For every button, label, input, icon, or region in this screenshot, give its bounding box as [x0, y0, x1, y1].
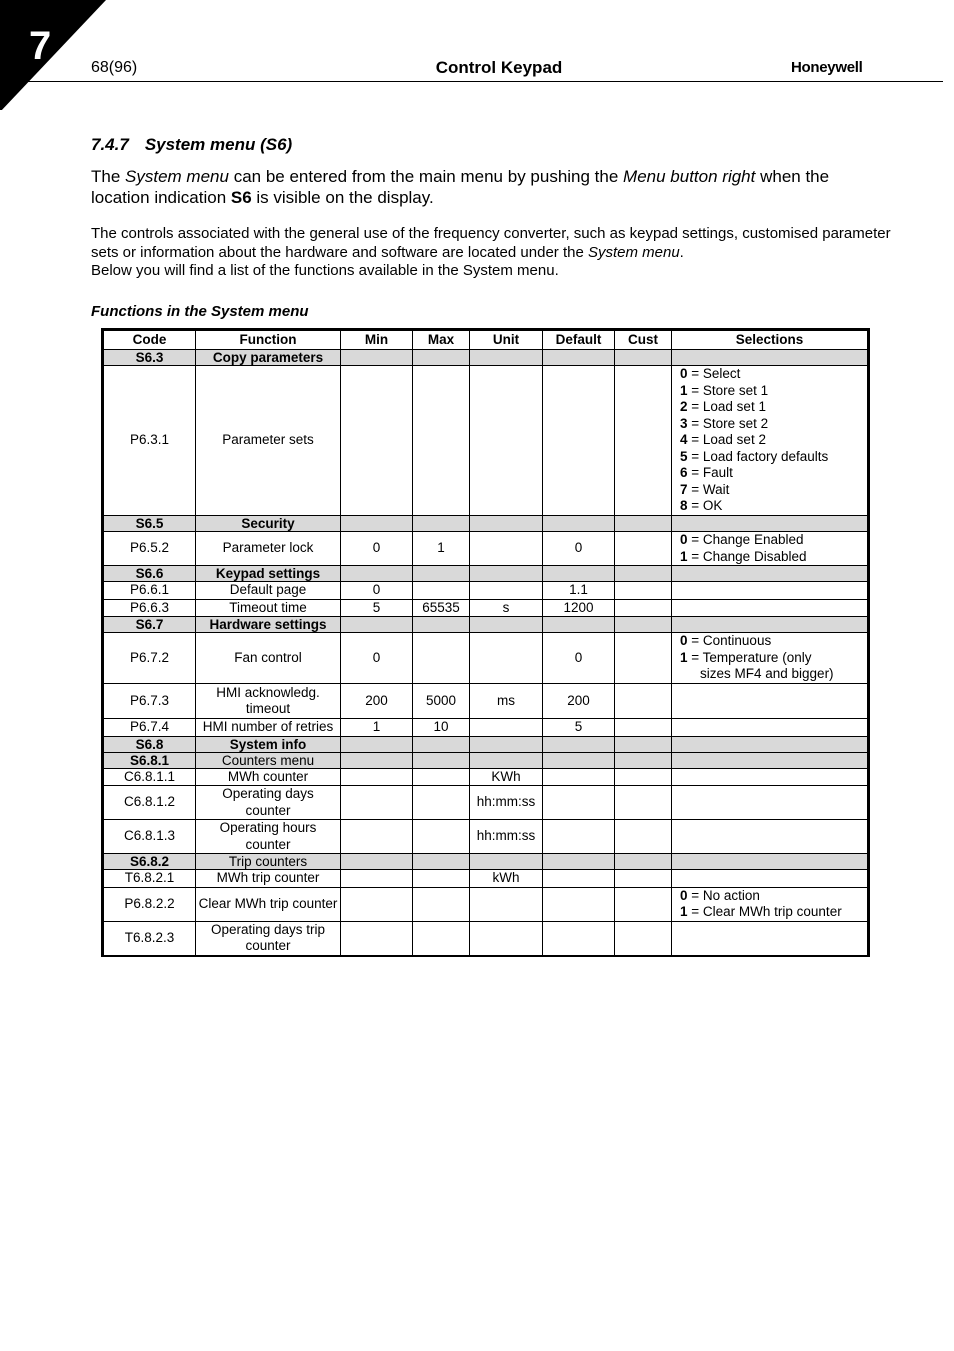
group-code: S6.8.2 — [103, 854, 196, 870]
empty-cell — [470, 736, 543, 752]
selection-key: 0 — [680, 532, 688, 547]
section-heading — [91, 135, 292, 155]
table-header-row — [103, 330, 869, 350]
function-cell: Default page — [196, 582, 341, 600]
default-cell — [543, 786, 615, 820]
selections-cell — [672, 599, 869, 617]
col-header: Max — [413, 330, 470, 350]
default-cell — [543, 921, 615, 956]
group-title: Counters menu — [196, 752, 341, 768]
col-header: Function — [196, 330, 341, 350]
table-group-row — [103, 350, 869, 366]
empty-cell — [413, 566, 470, 582]
default-cell: 0 — [543, 532, 615, 566]
cust-cell — [615, 820, 672, 854]
empty-cell — [615, 854, 672, 870]
code-cell: P6.3.1 — [103, 366, 196, 516]
selection-key: 8 — [680, 498, 688, 514]
col-header: Min — [341, 330, 413, 350]
selection-value: = Fault — [687, 465, 733, 481]
empty-cell — [615, 516, 672, 532]
empty-cell — [543, 854, 615, 870]
intro-text-bold: S6 — [230, 188, 252, 207]
function-cell: HMI acknowledg. timeout — [196, 684, 341, 719]
selection-value: = Load factory defaults — [687, 448, 829, 464]
min-cell — [341, 366, 413, 516]
code-cell: P6.6.1 — [103, 582, 196, 600]
selection-value: sizes MF4 and bigger) — [700, 666, 834, 682]
table-row — [103, 887, 869, 921]
selection-value: = No action — [687, 887, 760, 903]
default-cell: 0 — [543, 633, 615, 684]
unit-cell: ms — [470, 684, 543, 719]
cust-cell — [615, 870, 672, 888]
min-cell: 200 — [341, 684, 413, 719]
selection-option — [680, 399, 865, 416]
table-row — [103, 719, 869, 737]
min-cell — [341, 921, 413, 956]
empty-cell — [470, 854, 543, 870]
col-header: Code — [103, 330, 196, 350]
empty-cell — [413, 350, 470, 366]
cust-cell — [615, 633, 672, 684]
para-text: . — [679, 243, 684, 261]
table-row — [103, 684, 869, 719]
table-group-row — [103, 736, 869, 752]
selection-key: 2 — [680, 399, 688, 415]
min-cell: 0 — [341, 582, 413, 600]
function-cell: Timeout time — [196, 599, 341, 617]
empty-cell — [341, 350, 413, 366]
selection-value: = Temperature (only — [687, 649, 812, 665]
default-cell — [543, 366, 615, 516]
empty-cell — [672, 350, 869, 366]
selection-key: 0 — [680, 633, 688, 649]
unit-cell — [470, 887, 543, 921]
group-code: S6.7 — [103, 617, 196, 633]
empty-cell — [413, 516, 470, 532]
selections-cell — [672, 820, 869, 854]
unit-cell: hh:mm:ss — [470, 786, 543, 820]
code-cell: C6.8.1.1 — [103, 768, 196, 786]
group-title: Trip counters — [196, 854, 341, 870]
code-cell: P6.7.3 — [103, 684, 196, 719]
code-cell: P6.7.2 — [103, 633, 196, 684]
selection-key: 1 — [680, 904, 688, 919]
empty-cell — [341, 566, 413, 582]
empty-cell — [543, 350, 615, 366]
group-title: Keypad settings — [196, 566, 341, 582]
intro-text: is visible on the display. — [251, 188, 434, 207]
selection-value: = Clear MWh trip counter — [687, 904, 842, 919]
empty-cell — [615, 566, 672, 582]
group-code: S6.6 — [103, 566, 196, 582]
max-cell — [413, 786, 470, 820]
table-row — [103, 768, 869, 786]
code-cell: P6.6.3 — [103, 599, 196, 617]
selection-option — [680, 432, 865, 449]
default-cell — [543, 870, 615, 888]
selection-key: 6 — [680, 465, 688, 481]
empty-cell — [413, 854, 470, 870]
table-group-row — [103, 516, 869, 532]
selection-key: 5 — [680, 448, 688, 464]
function-cell: Parameter lock — [196, 532, 341, 566]
default-cell: 5 — [543, 719, 615, 737]
max-cell: 65535 — [413, 599, 470, 617]
group-code: S6.3 — [103, 350, 196, 366]
min-cell: 1 — [341, 719, 413, 737]
col-header: Default — [543, 330, 615, 350]
selection-value: = Load set 1 — [687, 399, 766, 415]
max-cell — [413, 768, 470, 786]
intro-paragraph — [91, 166, 891, 208]
empty-cell — [672, 752, 869, 768]
function-cell: Operating hours counter — [196, 820, 341, 854]
function-cell: MWh trip counter — [196, 870, 341, 888]
cust-cell — [615, 921, 672, 956]
table-row — [103, 786, 869, 820]
cust-cell — [615, 887, 672, 921]
empty-cell — [470, 566, 543, 582]
unit-cell — [470, 719, 543, 737]
code-cell: C6.8.1.2 — [103, 786, 196, 820]
selection-value: = Load set 2 — [687, 432, 766, 448]
header-divider — [0, 81, 943, 82]
selection-option — [680, 383, 865, 400]
selections-cell — [672, 870, 869, 888]
max-cell — [413, 887, 470, 921]
selection-key: 1 — [680, 649, 688, 665]
col-header: Cust — [615, 330, 672, 350]
function-cell: Clear MWh trip counter — [196, 887, 341, 921]
max-cell — [413, 366, 470, 516]
para-text: Below you will find a list of the functions available in the System menu. — [91, 262, 559, 279]
function-cell: Parameter sets — [196, 366, 341, 516]
unit-cell: s — [470, 599, 543, 617]
group-code: S6.8.1 — [103, 752, 196, 768]
selection-value: = Store set 2 — [687, 415, 769, 431]
min-cell: 5 — [341, 599, 413, 617]
unit-cell: kWh — [470, 870, 543, 888]
empty-cell — [413, 736, 470, 752]
default-cell: 1.1 — [543, 582, 615, 600]
empty-cell — [672, 736, 869, 752]
unit-cell: hh:mm:ss — [470, 820, 543, 854]
selection-option — [680, 482, 865, 499]
intro-text: when the location indication — [91, 167, 830, 207]
selections-cell — [672, 532, 869, 566]
unit-cell — [470, 366, 543, 516]
table-row — [103, 582, 869, 600]
max-cell: 10 — [413, 719, 470, 737]
min-cell — [341, 768, 413, 786]
cust-cell — [615, 786, 672, 820]
selection-value: = Wait — [687, 481, 730, 497]
default-cell — [543, 768, 615, 786]
header-title: Control Keypad — [435, 58, 563, 77]
selection-key: 1 — [680, 548, 688, 564]
table-group-row — [103, 854, 869, 870]
system-menu-table — [101, 328, 870, 957]
empty-cell — [470, 350, 543, 366]
max-cell — [413, 582, 470, 600]
min-cell — [341, 870, 413, 888]
selection-option — [680, 633, 865, 650]
empty-cell — [672, 617, 869, 633]
selection-option — [680, 904, 865, 921]
empty-cell — [341, 516, 413, 532]
empty-cell — [543, 736, 615, 752]
selections-cell — [672, 786, 869, 820]
default-cell — [543, 820, 615, 854]
selection-key: 3 — [680, 415, 688, 431]
empty-cell — [341, 752, 413, 768]
cust-cell — [615, 719, 672, 737]
default-cell: 1200 — [543, 599, 615, 617]
code-cell: P6.7.4 — [103, 719, 196, 737]
section-title: System menu (S6) — [144, 135, 293, 154]
max-cell — [413, 633, 470, 684]
cust-cell — [615, 366, 672, 516]
unit-cell — [470, 532, 543, 566]
group-title: Security — [196, 516, 341, 532]
selection-option — [680, 465, 865, 482]
unit-cell: KWh — [470, 768, 543, 786]
function-cell: Fan control — [196, 633, 341, 684]
cust-cell — [615, 532, 672, 566]
intro-text-italic: Menu button right — [623, 167, 756, 186]
min-cell — [341, 820, 413, 854]
selection-option — [680, 416, 865, 433]
unit-cell — [470, 921, 543, 956]
table-row — [103, 532, 869, 566]
description-paragraph — [91, 225, 891, 281]
empty-cell — [470, 617, 543, 633]
min-cell: 0 — [341, 532, 413, 566]
selections-cell — [672, 366, 869, 516]
empty-cell — [672, 516, 869, 532]
selection-value: = Change Enabled — [687, 532, 804, 547]
selection-key: 4 — [680, 432, 688, 448]
table-row — [103, 599, 869, 617]
col-header: Unit — [470, 330, 543, 350]
empty-cell — [615, 752, 672, 768]
selection-option — [680, 650, 865, 667]
max-cell: 1 — [413, 532, 470, 566]
intro-text: can be entered from the main menu by pushing the — [228, 167, 624, 186]
empty-cell — [413, 752, 470, 768]
max-cell — [413, 820, 470, 854]
unit-cell — [470, 633, 543, 684]
code-cell: T6.8.2.1 — [103, 870, 196, 888]
page-number: 68(96) — [91, 59, 138, 76]
min-cell — [341, 786, 413, 820]
selections-cell — [672, 684, 869, 719]
empty-cell — [615, 350, 672, 366]
function-cell: HMI number of retries — [196, 719, 341, 737]
selections-cell — [672, 768, 869, 786]
code-cell: T6.8.2.3 — [103, 921, 196, 956]
selection-key: 0 — [680, 887, 688, 903]
group-title: Hardware settings — [196, 617, 341, 633]
selection-value: = OK — [687, 498, 723, 514]
table-group-row — [103, 566, 869, 582]
empty-cell — [470, 752, 543, 768]
table-row — [103, 366, 869, 516]
para-text: The controls associated with the general use of the frequency converter, such as keypad settings, customised parameter sets or information about the hardware and software are located under the — [91, 225, 891, 261]
selection-value: = Store set 1 — [687, 382, 769, 398]
empty-cell — [672, 854, 869, 870]
code-cell: P6.5.2 — [103, 532, 196, 566]
selection-option — [680, 888, 865, 905]
max-cell — [413, 870, 470, 888]
empty-cell — [413, 617, 470, 633]
min-cell — [341, 887, 413, 921]
selection-option — [680, 498, 865, 515]
selection-key: 7 — [680, 481, 688, 497]
empty-cell — [543, 516, 615, 532]
table-row — [103, 921, 869, 956]
group-title: System info — [196, 736, 341, 752]
group-code: S6.8 — [103, 736, 196, 752]
table-row — [103, 870, 869, 888]
cust-cell — [615, 684, 672, 719]
empty-cell — [543, 617, 615, 633]
table-group-row — [103, 617, 869, 633]
max-cell: 5000 — [413, 684, 470, 719]
cust-cell — [615, 582, 672, 600]
code-cell: C6.8.1.3 — [103, 820, 196, 854]
selections-cell — [672, 921, 869, 956]
empty-cell — [341, 736, 413, 752]
unit-cell — [470, 582, 543, 600]
group-title: Copy parameters — [196, 350, 341, 366]
chapter-number: 7 — [29, 24, 52, 68]
para-text-italic: System menu — [587, 243, 680, 261]
empty-cell — [672, 566, 869, 582]
default-cell — [543, 887, 615, 921]
empty-cell — [470, 516, 543, 532]
function-cell: MWh counter — [196, 768, 341, 786]
intro-text-italic: System menu — [125, 167, 229, 186]
selection-value: = Select — [687, 366, 741, 382]
table-row — [103, 820, 869, 854]
selection-option — [680, 549, 865, 566]
brand-logo: Honeywell — [791, 59, 863, 76]
function-cell: Operating days counter — [196, 786, 341, 820]
selection-key: 0 — [680, 366, 688, 382]
selection-value: = Change Disabled — [687, 548, 807, 564]
selection-option — [680, 666, 865, 683]
empty-cell — [341, 617, 413, 633]
table-caption: Functions in the System menu — [91, 303, 309, 320]
selection-option — [680, 449, 865, 466]
intro-text: The — [91, 167, 126, 186]
empty-cell — [615, 736, 672, 752]
selections-cell — [672, 887, 869, 921]
code-cell: P6.8.2.2 — [103, 887, 196, 921]
cust-cell — [615, 768, 672, 786]
selection-option — [680, 532, 865, 549]
selection-option — [680, 366, 865, 383]
chapter-corner-tab — [0, 0, 110, 110]
empty-cell — [341, 854, 413, 870]
selections-cell — [672, 582, 869, 600]
min-cell: 0 — [341, 633, 413, 684]
max-cell — [413, 921, 470, 956]
col-header: Selections — [672, 330, 869, 350]
cust-cell — [615, 599, 672, 617]
section-number: 7.4.7 — [91, 135, 129, 154]
empty-cell — [543, 566, 615, 582]
empty-cell — [615, 617, 672, 633]
group-code: S6.5 — [103, 516, 196, 532]
selections-cell — [672, 719, 869, 737]
table-row — [103, 633, 869, 684]
selection-key: 1 — [680, 382, 688, 398]
selection-value: = Continuous — [687, 633, 772, 649]
table-group-row — [103, 752, 869, 768]
empty-cell — [543, 752, 615, 768]
default-cell: 200 — [543, 684, 615, 719]
function-cell: Operating days trip counter — [196, 921, 341, 956]
selections-cell — [672, 633, 869, 684]
